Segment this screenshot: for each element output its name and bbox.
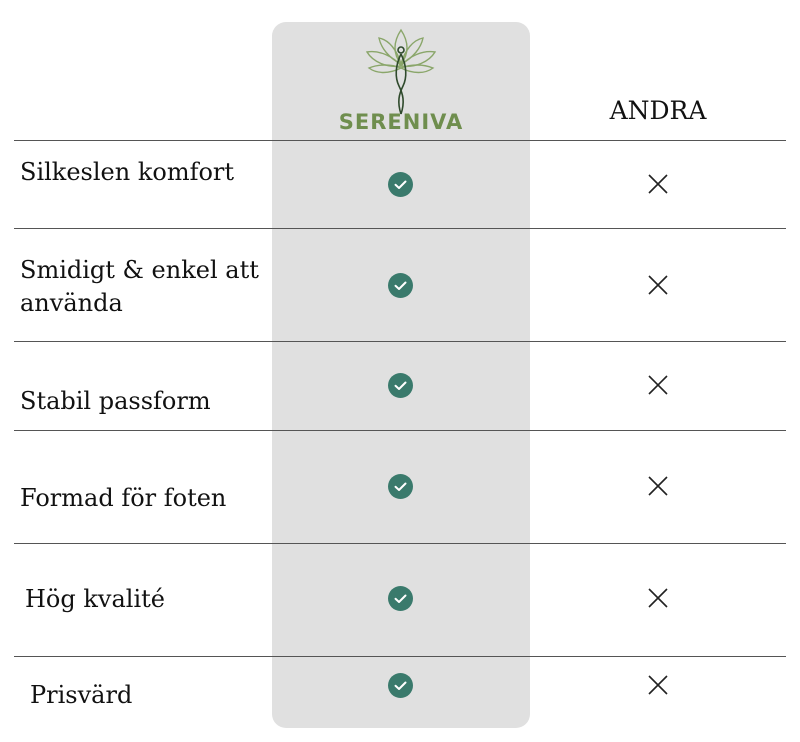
check-circle-icon — [388, 586, 413, 611]
feature-label-stabil-passform: Stabil passform — [20, 387, 211, 415]
check-circle-icon — [388, 673, 413, 698]
x-icon — [647, 587, 669, 609]
feature-label-smidigt-line1: Smidigt & enkel att — [20, 256, 259, 284]
feature-label-formad-for-foten: Formad för foten — [20, 484, 227, 512]
row-divider — [14, 140, 786, 141]
check-circle-icon — [388, 273, 413, 298]
x-icon — [647, 374, 669, 396]
lotus-figure-logo-icon — [365, 24, 437, 116]
check-circle-icon — [388, 373, 413, 398]
check-circle-icon — [388, 172, 413, 197]
brand-name: SERENIVA — [338, 110, 464, 134]
row-divider — [14, 430, 786, 431]
row-divider — [14, 341, 786, 342]
check-circle-icon — [388, 474, 413, 499]
x-icon — [647, 674, 669, 696]
x-icon — [647, 475, 669, 497]
x-icon — [647, 173, 669, 195]
feature-label-hog-kvalite: Hög kvalité — [25, 585, 165, 613]
x-icon — [647, 274, 669, 296]
brand-logo — [272, 22, 530, 140]
row-divider — [14, 228, 786, 229]
feature-label-smidigt-line2: använda — [20, 289, 123, 317]
row-divider — [14, 656, 786, 657]
feature-label-prisvard: Prisvärd — [30, 681, 133, 709]
feature-label-silkeslen-komfort: Silkeslen komfort — [20, 158, 235, 186]
other-column-header: ANDRA — [609, 96, 707, 125]
row-divider — [14, 543, 786, 544]
